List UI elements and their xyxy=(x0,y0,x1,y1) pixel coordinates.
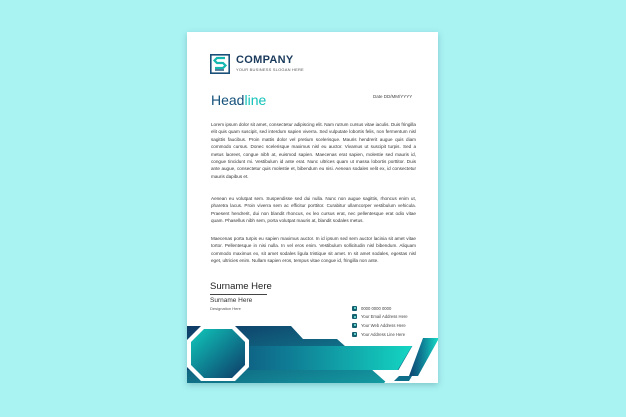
letterhead-sheet xyxy=(187,32,438,383)
body-paragraph-1: Lorem ipsum dolor sit amet, consectetur adipiscing elit. Nam rutrum cursus vitae iaculis. Duis fringilla elit quis quam suscipit, sed interdum sapien viverra. Sed vulputate lobortis felis, non fermentum nisl sagittis faucibus. Proin mattis dolor vel pretium scelerisque. Mauris hendrerit augue quis diam commodo cursus. Donec scelerisque maximus nisl eu auctor. Vivamus ut suscipit turpis. Sed a metus laoreet, congue nibh at, euismod sapien. Maecenas erat sapien, molestie sed mauris id, congue tincidunt mi. Vestibulum id ante erat. Nunc ultrices quam ut massa lobortis porttitor. Duis ante augue, consectetur quis molestie et, bibendum eu nisi. Aenean sodales velit ex, id consectetur mauris dapibus et. xyxy=(211,122,416,179)
contact-phone xyxy=(352,304,408,313)
date-field: Date DD/MM/YYYY xyxy=(373,94,413,99)
contact-phone-text: 0000 0000 0000 xyxy=(361,305,392,311)
signature-name: Surname Here xyxy=(210,281,272,292)
footer-decoration xyxy=(187,326,438,383)
signature-designation: Designation Here xyxy=(210,306,241,311)
page-title xyxy=(211,92,266,108)
contact-address-text: Your Address Line Here xyxy=(361,331,406,337)
company-logo-icon xyxy=(210,54,230,74)
contact-web-text: Your Web Address Here xyxy=(361,322,406,328)
company-slogan: YOUR BUSINESS SLOGAN HERE xyxy=(236,67,304,72)
headline-main: Head xyxy=(211,92,245,108)
email-icon xyxy=(352,314,357,319)
contact-email-text: Your Email Address Here xyxy=(361,314,408,320)
headline-accent: line xyxy=(244,92,267,108)
signature-divider xyxy=(210,294,267,295)
contact-email xyxy=(352,313,408,322)
phone-icon xyxy=(352,306,357,311)
company-name: COMPANY xyxy=(236,54,294,66)
body-paragraph-2: Aenean eu volutpat sem. Suspendisse sed dui nulla. Nunc non augue sagittis, rhoncus enim ut, pharetra lacus. Proin viverra sem ac efficitur porttitor. Curabitur ullamcorper vestibulum vehicula. Praesent hendrerit, dui non blandit rhoncus, ex leo cursus erat, nec pellentesque erat odio vitae quam. Phasellus nibh sem, porta volutpat mauris at, blandit sodales metus. xyxy=(211,196,416,224)
body-paragraph-3: Maecenas porta turpis eu sapien maximus auctor. In id ipsum sed sem auctor lacinia sit amet vitae tortor. Pellentesque in nisi nulla. In vel eros enim. Vestibulum sollicitudin nisl bibendum. Aliquam commodo maximus ex, sit amet sodales ligula tristique sit amet. In sit amet sodales, egestas nisl eget, ultricies enim. Nullam sapien eros, tempus vitae congue id, fringilla non ante. xyxy=(211,236,416,264)
signature-subname: Surname Here xyxy=(210,297,253,304)
